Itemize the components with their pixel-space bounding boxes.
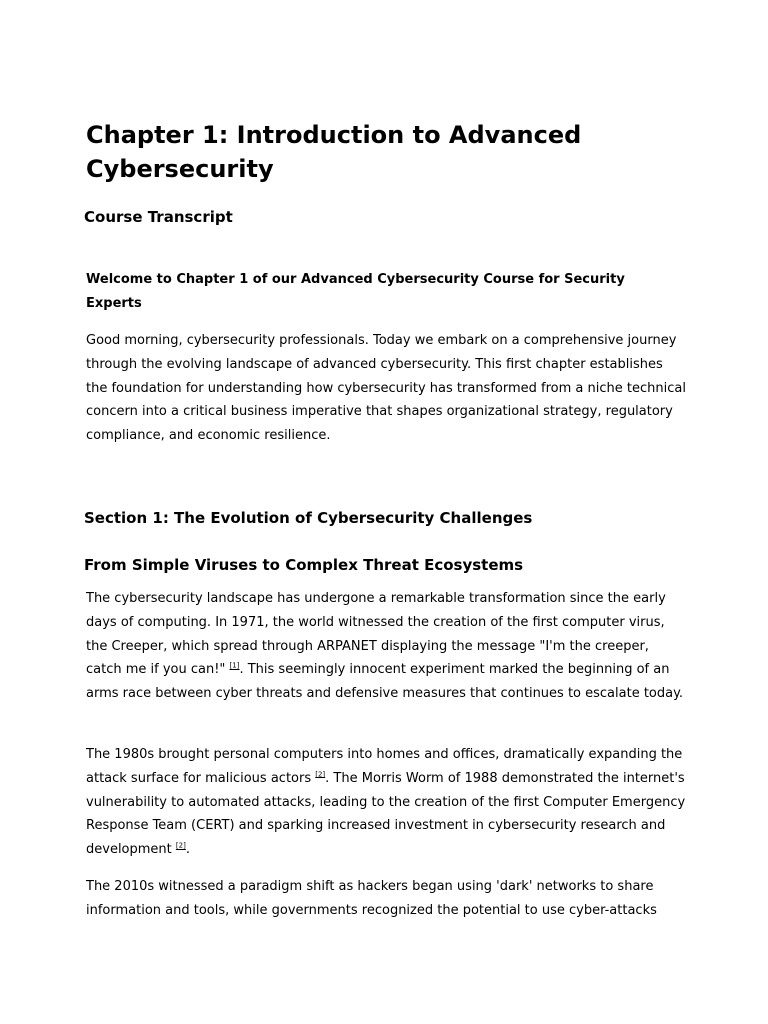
paragraph-text: The cybersecurity landscape has undergone a remarkable transformation since the early days of computing. In 1971, the world witnessed the creation of the first computer virus, the Creeper, which spread through ARPANET displaying the message "I'm the creeper, catch me if you can!" [86, 591, 666, 678]
subsection-heading: From Simple Viruses to Complex Threat Ecosystems [84, 556, 524, 574]
paragraph-text: . The Morris Worm of 1988 demonstrated the internet's vulnerability to automated attacks, leading to the creation of the first Computer Emergency Response Team (CERT) and sparking increased investment in cybersecurity research and development [86, 770, 686, 857]
citation-link[interactable]: [2] [315, 770, 326, 779]
welcome-heading: Welcome to Chapter 1 of our Advanced Cybersecurity Course for Security Experts [86, 272, 625, 311]
paragraph-text: The 2010s witnessed a paradigm shift as hackers began using 'dark' networks to share information and tools, while governments recognized the potential to use cyber-attacks [86, 879, 657, 918]
paragraph-text: . This seemingly innocent experiment marked the beginning of an arms race between cyber threats and defensive measures that continues to escalate today. [86, 662, 684, 701]
citation-ref [230, 662, 240, 670]
section-heading: Section 1: The Evolution of Cybersecurity Challenges [84, 509, 533, 527]
citation-link[interactable]: [2] [175, 841, 186, 850]
citation-ref [176, 842, 186, 850]
course-transcript-heading: Course Transcript [84, 208, 233, 226]
intro-paragraph: Good morning, cybersecurity professionals. Today we embark on a comprehensive journey through the evolving landscape of advanced cybersecurity. This first chapter establishes the foundation for understanding how cybersecurity has transformed from a niche technical concern into a critical business imperative that shapes organizational strategy, regulatory compliance, and economic resilience. [86, 333, 686, 443]
paragraph-text: . [185, 842, 190, 857]
paragraph-text: The 1980s brought personal computers into homes and offices, dramatically expanding the attack surface for malicious actors [86, 747, 683, 786]
paragraph-2010s [86, 875, 686, 923]
paragraph-creeper [86, 587, 686, 706]
citation-link[interactable]: [1] [229, 661, 240, 670]
paragraph-1980s [86, 743, 686, 862]
chapter-title: Chapter 1: Introduction to Advanced Cybersecurity [86, 121, 582, 183]
citation-ref [315, 770, 325, 778]
